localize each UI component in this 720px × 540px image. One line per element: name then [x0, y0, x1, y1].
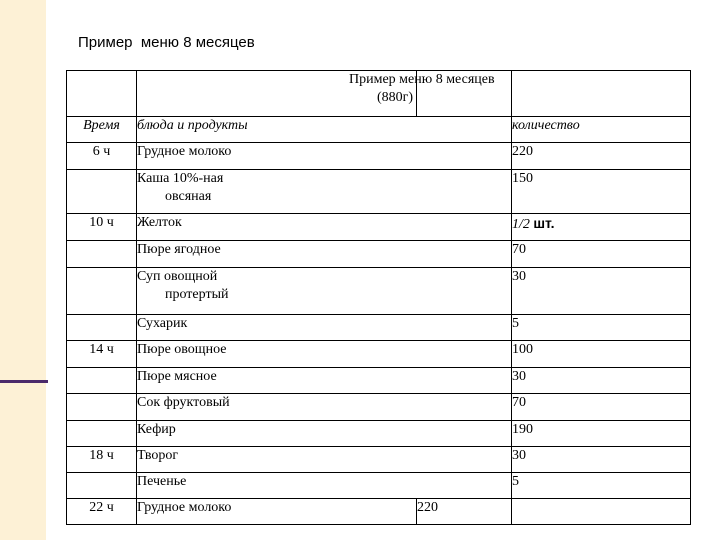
dish-cell [137, 268, 512, 315]
qty-number: 1/2 [512, 217, 530, 232]
dish-cell: Пюре овощное [137, 341, 512, 368]
table-header-row [67, 71, 691, 117]
table-row [67, 473, 691, 499]
qty-cell: 30 [512, 368, 691, 394]
qty-cell: 220 [417, 499, 512, 525]
menu-table [66, 70, 691, 525]
column-header-time: Время [67, 117, 137, 143]
table-row [67, 394, 691, 421]
qty-cell: 30 [512, 268, 691, 315]
qty-cell: 220 [512, 143, 691, 170]
dish-cell: Сухарик [137, 315, 512, 341]
time-cell: 10 ч [67, 214, 137, 241]
table-row [67, 499, 691, 525]
qty-cell: 30 [512, 447, 691, 473]
qty-cell: 70 [512, 241, 691, 268]
dish-cell: Грудное молоко [137, 143, 512, 170]
qty-cell: 70 [512, 394, 691, 421]
side-decoration [0, 0, 46, 540]
time-cell [67, 241, 137, 268]
qty-cell: 5 [512, 473, 691, 499]
qty-cell: 150 [512, 170, 691, 214]
qty-unit: шт. [533, 215, 555, 231]
time-cell [67, 315, 137, 341]
dish-line: Каша 10%-ная [137, 171, 224, 186]
qty-cell: 5 [512, 315, 691, 341]
dish-cell: Желток [137, 214, 512, 241]
table-header-line2: (880г) [377, 90, 414, 105]
side-accent-line [0, 380, 48, 383]
time-cell: 14 ч [67, 341, 137, 368]
dish-cell: Грудное молоко [137, 499, 417, 525]
dish-cell: Кефир [137, 421, 512, 447]
time-cell [67, 473, 137, 499]
table-row [67, 214, 691, 241]
table-row [67, 421, 691, 447]
column-header-row [67, 117, 691, 143]
qty-cell: 100 [512, 341, 691, 368]
time-cell: 22 ч [67, 499, 137, 525]
table-row [67, 368, 691, 394]
dish-cell: Творог [137, 447, 512, 473]
dish-line: овсяная [165, 189, 212, 204]
time-cell [67, 268, 137, 315]
time-cell [67, 368, 137, 394]
table-header-cell [349, 71, 512, 117]
time-cell [67, 394, 137, 421]
column-header-dishes: блюда и продукты [137, 117, 512, 143]
table-row [67, 447, 691, 473]
dish-cell: Печенье [137, 473, 512, 499]
dish-line: Суп овощной [137, 269, 218, 284]
column-header-quantity: количество [512, 117, 691, 143]
table-row [67, 341, 691, 368]
table-row [67, 268, 691, 315]
qty-cell [512, 214, 691, 241]
dish-cell: Сок фруктовый [137, 394, 512, 421]
dish-cell [137, 170, 512, 214]
table-row [67, 143, 691, 170]
dish-line: протертый [165, 287, 229, 302]
table-row [67, 315, 691, 341]
table-header-line1: Пример меню 8 месяцев [349, 72, 495, 87]
time-cell: 6 ч [67, 143, 137, 170]
qty-cell: 190 [512, 421, 691, 447]
table-row [67, 241, 691, 268]
time-cell [67, 421, 137, 447]
empty-cell [512, 499, 691, 525]
table-row [67, 170, 691, 214]
dish-cell: Пюре ягодное [137, 241, 512, 268]
time-cell [67, 170, 137, 214]
dish-cell: Пюре мясное [137, 368, 512, 394]
slide-title: Пример меню 8 месяцев [78, 34, 255, 51]
time-cell: 18 ч [67, 447, 137, 473]
